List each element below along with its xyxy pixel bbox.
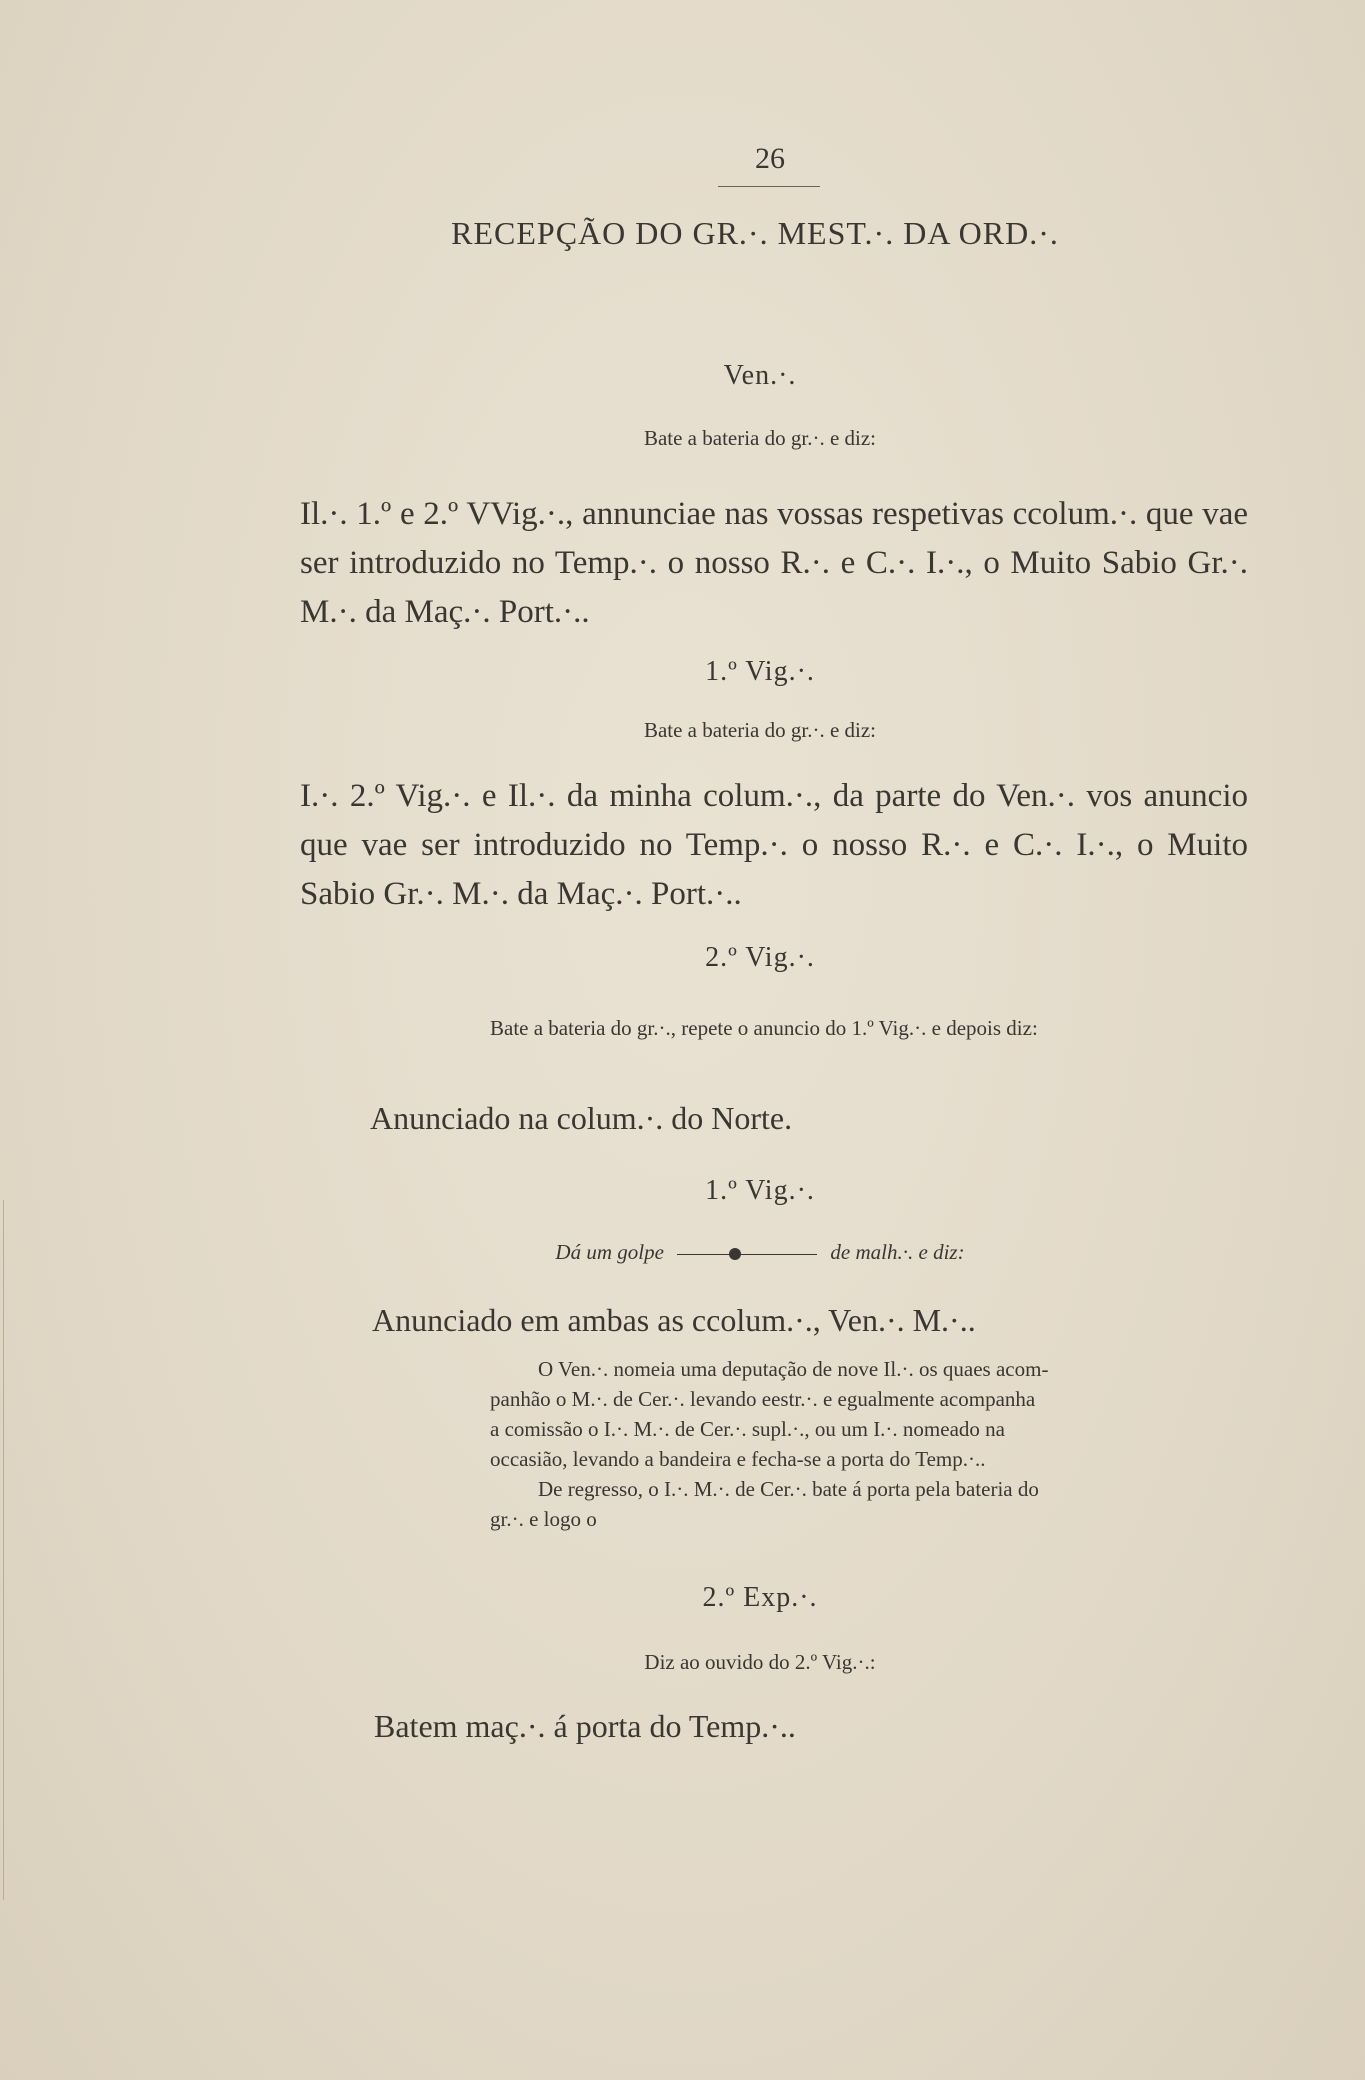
page-title: RECEPÇÃO DO GR.·. MEST.·. DA ORD.·.: [451, 215, 1059, 251]
direction-text: de malh.·. e diz:: [830, 1240, 965, 1264]
stage-direction: Bate a bateria do gr.·. e diz:: [643, 718, 877, 742]
stage-direction: Bate a bateria do gr.·., repete o anuncio do 1.º Vig.·. e depois diz:: [490, 1016, 1038, 1040]
speech-paragraph: Il.·. 1.º e 2.º VVig.·., annunciae nas vossas respetivas ccolum.·. que vae ser introduzido no Temp.·. o nosso R.·. e C.·. I.·., o Muito Sabio Gr.·. M.·. da Maç.·. Port.·..: [300, 496, 1248, 630]
direction-text: Dá um golpe: [555, 1240, 664, 1264]
page-number-rule: [718, 186, 820, 187]
speaker-heading: 1.º Vig.·.: [705, 656, 815, 687]
stage-direction: [0, 1240, 1365, 1265]
stage-direction: Diz ao ouvido do 2.º Vig.·.:: [644, 1650, 876, 1674]
speaker-heading: 1.º Vig.·.: [705, 1175, 815, 1206]
speech-paragraph: Anunciado na colum.·. do Norte.: [370, 1100, 793, 1136]
speech-paragraph: Anunciado em ambas as ccolum.·., Ven.·. M.·..: [372, 1302, 976, 1338]
page-edge-mark: [3, 1200, 4, 1900]
stage-direction: Bate a bateria do gr.·. e diz:: [643, 426, 877, 450]
mallet-blow-mark: [677, 1247, 817, 1261]
narrative-line: O Ven.·. nomeia uma deputação de nove Il.·. os quaes acom-: [538, 1357, 1049, 1381]
mallet-dot: [729, 1248, 741, 1260]
narrative-line: panhão o M.·. de Cer.·. levando eestr.·. e egualmente acompanha: [490, 1387, 1036, 1411]
speech-paragraph: I.·. 2.º Vig.·. e Il.·. da minha colum.·., da parte do Ven.·. vos anuncio que vae ser introduzido no Temp.·. o nosso R.·. e C.·. I.·., o Muito Sabio Gr.·. M.·. da Maç.·. Port.·..: [300, 778, 1248, 912]
narrative-paragraph: [490, 1354, 1250, 1534]
speaker-heading: Ven.·.: [723, 360, 797, 391]
narrative-line: occasião, levando a bandeira e fecha-se a porta do Temp.·..: [490, 1447, 986, 1471]
narrative-line: gr.·. e logo o: [490, 1507, 597, 1531]
speech-paragraph: Batem maç.·. á porta do Temp.·..: [374, 1708, 796, 1744]
narrative-line: De regresso, o I.·. M.·. de Cer.·. bate á porta pela bateria do: [538, 1477, 1039, 1501]
speaker-heading: 2.º Exp.·.: [702, 1582, 818, 1613]
page-number: 26: [755, 142, 785, 175]
narrative-line: a comissão o I.·. M.·. de Cer.·. supl.·., ou um I.·. nomeado na: [490, 1417, 1005, 1441]
speaker-heading: 2.º Vig.·.: [705, 942, 815, 973]
